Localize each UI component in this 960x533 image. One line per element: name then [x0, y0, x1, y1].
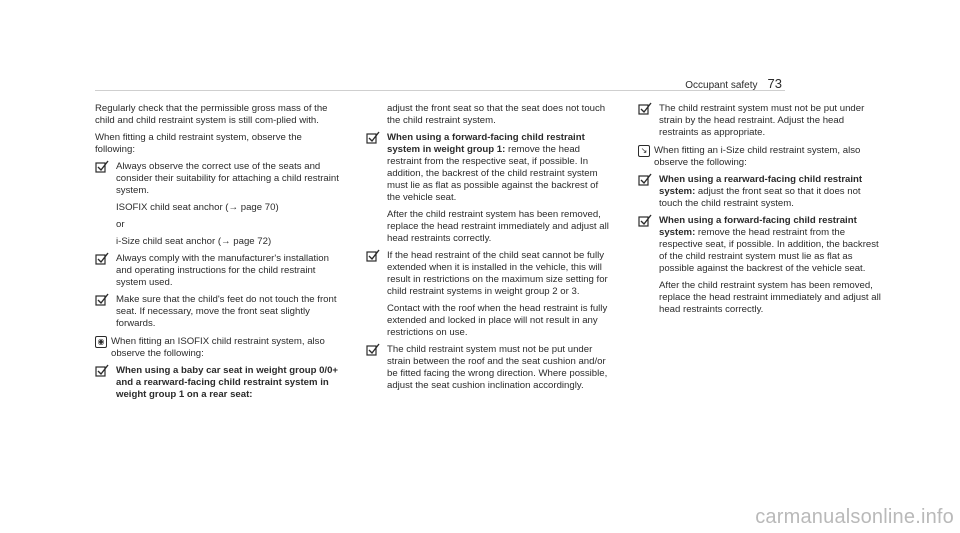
checklist-item [638, 103, 886, 139]
checklist-body: adjust the front seat so that it does not touch the child restraint system. [659, 186, 861, 209]
check-box-icon [638, 174, 659, 188]
isofix-note-text: When fitting an ISOFIX child restraint system, also observe the following: [111, 336, 325, 359]
i-size-icon: ↘ [638, 145, 654, 157]
column-3 [638, 103, 886, 321]
checklist-item [638, 174, 886, 210]
or-text: or [116, 219, 125, 230]
checklist-text: Always comply with the manufacturer's installation and operating instructions for the child restraint system used. [116, 253, 329, 288]
check-box-icon [366, 250, 387, 264]
column-2 [366, 103, 610, 397]
checklist-item [95, 161, 341, 197]
check-box-icon [95, 365, 116, 379]
checklist-item [366, 250, 610, 298]
checklist-body: remove the head restraint from the respective seat, if possible. In addition, the backrest of the child restraint system must lie as flat as possible against the backrest of the vehicle seat. [659, 227, 879, 274]
paragraph-roof-contact: Contact with the roof when the head restraint is fully extended and locked in place will not result in any restrictions on use. [387, 303, 608, 338]
check-box-icon [638, 215, 659, 229]
paragraph-replace-head-restraint: After the child restraint system has been removed, replace the head restraint immediately and adjust all head restraints correctly. [387, 209, 609, 244]
paragraph-gross-mass: Regularly check that the permissible gross mass of the child and child restraint system is still com-plied with. [95, 103, 328, 126]
checklist-heading: When using a forward-facing child restraint system: [659, 215, 857, 238]
check-box-icon [366, 132, 387, 146]
section-title: Occupant safety [685, 80, 758, 91]
paragraph-fitting-intro: When fitting a child restraint system, observe the following: [95, 132, 302, 155]
column-1 [95, 103, 341, 406]
checklist-text: If the head restraint of the child seat cannot be fully extended when it is installed in the vehicle, this will result in restrictions on the maximum size setting for child restraint systems in weight group 2 or 3. [387, 250, 608, 297]
isofix-reference: ISOFIX child seat anchor (→ page 70) [116, 202, 279, 213]
checklist-item [95, 253, 341, 289]
check-box-icon [638, 103, 659, 117]
checklist-text: The child restraint system must not be put under strain between the roof and the seat cushion and/or be fitted facing the wrong direction. Where possible, adjust the seat cushion inclination accordingly. [387, 344, 608, 391]
checklist-heading: When using a rearward-facing child restraint system: [659, 174, 863, 197]
checklist-text [387, 132, 610, 204]
check-box-icon [366, 344, 387, 358]
checklist-text: The child restraint system must not be put under strain by the head restraint. Adjust the head restraints as appropriate. [659, 103, 865, 138]
checklist-item [366, 344, 610, 392]
page-header [685, 76, 782, 91]
checklist-heading: When using a baby car seat in weight group 0/0+ and a rearward-facing child restraint system in weight group 1 on a rear seat: [116, 365, 339, 400]
header-divider [95, 90, 785, 91]
i-size-note-text: When fitting an i-Size child restraint system, also observe the following: [654, 145, 861, 168]
i-size-reference: i-Size child seat anchor (→ page 72) [116, 236, 272, 247]
watermark: carmanualsonline.info [755, 506, 954, 528]
paragraph-adjust-front-seat: adjust the front seat so that the seat does not touch the child restraint system. [387, 103, 606, 126]
check-box-icon [95, 294, 116, 308]
paragraph-replace-head-restraint: After the child restraint system has been removed, replace the head restraint immediately and adjust all head restraints correctly. [659, 280, 881, 315]
checklist-text [659, 215, 886, 275]
checklist-heading: When using a forward-facing child restraint system in weight group 1: [387, 132, 585, 155]
checklist-text: Always observe the correct use of the seats and consider their suitability for attaching a child restraint system. [116, 161, 339, 196]
checklist-body: remove the head restraint from the respective seat, if possible. In addition, the backrest of the child restraint system must lie as flat as possible against the backrest of the vehicle seat. [387, 144, 599, 203]
checklist-item [95, 294, 341, 330]
checklist-item [366, 132, 610, 204]
page-number: 73 [767, 76, 782, 91]
check-box-icon [95, 161, 116, 175]
checklist-text [659, 174, 886, 210]
check-box-icon [95, 253, 116, 267]
checklist-item [95, 365, 341, 401]
checklist-item [638, 215, 886, 275]
checklist-text: Make sure that the child's feet do not touch the front seat. If necessary, move the front seat slightly forwards. [116, 294, 337, 329]
isofix-icon: ◉ [95, 336, 111, 348]
i-size-note [638, 145, 886, 169]
isofix-note [95, 336, 341, 360]
